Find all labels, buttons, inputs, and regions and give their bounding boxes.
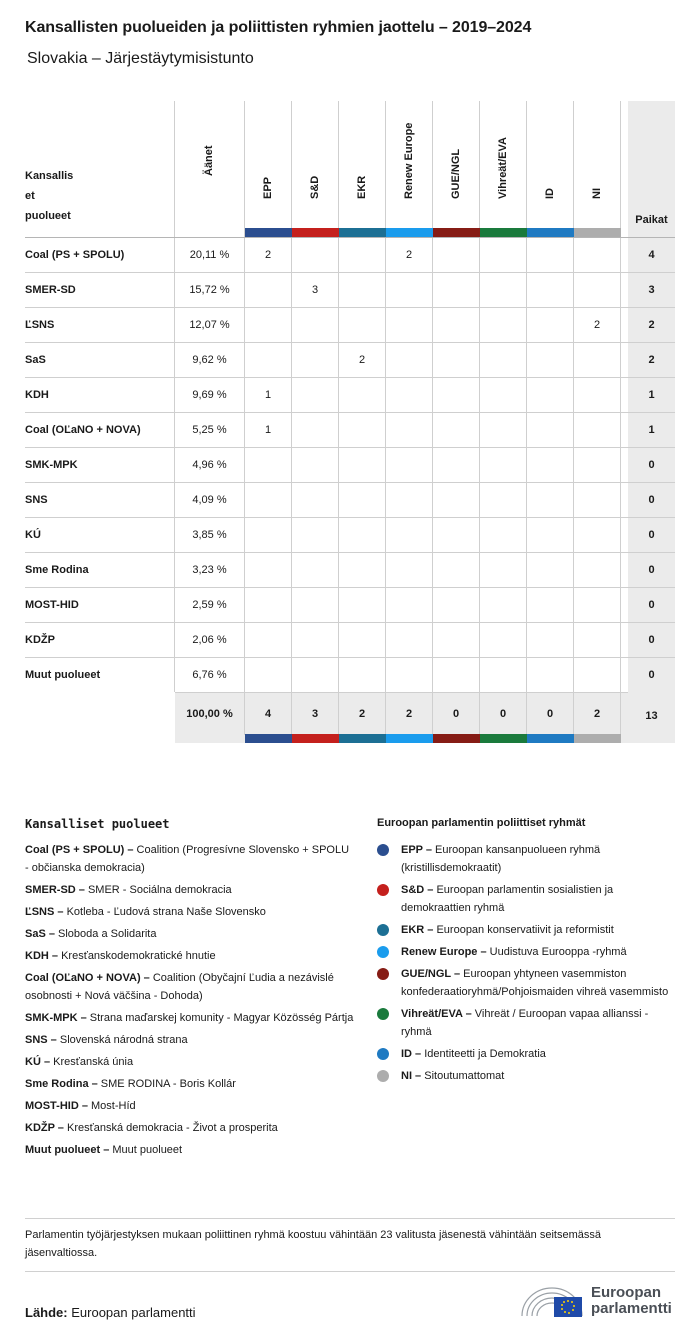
party-legend-desc: SME RODINA - Boris Kollár [97, 1078, 236, 1090]
group-seat-cell [480, 658, 527, 692]
group-color-bar [480, 228, 527, 237]
group-header-label: Vihreät/EVA [497, 137, 509, 199]
group-legend-abbr: Vihreät/EVA – [401, 1008, 472, 1020]
group-color-bar [480, 734, 527, 743]
group-color-bar [245, 734, 292, 743]
party-legend-abbr: KDŽP – [25, 1122, 64, 1134]
party-legend-item [25, 1141, 355, 1159]
group-seat-cell [245, 273, 292, 307]
group-seat-cell [527, 308, 574, 342]
party-seats: 2 [648, 354, 655, 366]
party-legend-item [25, 947, 355, 965]
group-seat-cell [292, 448, 339, 482]
party-legend-desc: Kotleba - Ľudová strana Naše Slovensko [63, 906, 266, 918]
table-row [25, 517, 675, 552]
group-seat-cell [245, 658, 292, 692]
group-dot-icon [377, 1070, 389, 1082]
group-seat-cell [292, 308, 339, 342]
group-header-5 [480, 101, 527, 237]
group-seat-cell [339, 483, 386, 517]
table-row [25, 587, 675, 622]
group-legend-abbr: EKR – [401, 924, 434, 936]
vote-share: 6,76 % [175, 658, 245, 692]
party-seats: 4 [648, 249, 655, 261]
group-seat-cell [433, 238, 480, 272]
group-seat-cell [292, 553, 339, 587]
party-legend-abbr: SMER-SD – [25, 884, 85, 896]
group-seat-cell: 1 [245, 378, 292, 412]
group-seat-cell [292, 413, 339, 447]
group-seat-cell [480, 588, 527, 622]
group-header-label: GUE/NGL [450, 148, 462, 199]
total-seats: 13 [645, 710, 658, 722]
votes-header-cell [175, 101, 245, 237]
group-seat-cell [574, 378, 621, 412]
group-legend-abbr: GUE/NGL – [401, 968, 461, 980]
table-row [25, 482, 675, 517]
table-row [25, 342, 675, 377]
party-legend-item [25, 1119, 355, 1137]
group-legend-abbr: Renew Europe – [401, 946, 487, 958]
total-group-seats: 3 [292, 693, 339, 735]
european-parliament-logo [518, 1282, 678, 1322]
group-seat-cell [245, 308, 292, 342]
total-group-seats: 0 [480, 693, 527, 735]
group-legend-item [377, 965, 677, 1001]
party-legend-item [25, 841, 355, 877]
party-seats: 0 [648, 599, 655, 611]
group-seat-cell [292, 623, 339, 657]
group-seat-cell [574, 343, 621, 377]
group-legend-abbr: EPP – [401, 844, 432, 856]
group-seat-cell [339, 553, 386, 587]
group-seat-cell [527, 343, 574, 377]
group-legend-desc: Euroopan parlamentin sosialistien ja demokraattien ryhmä [401, 884, 614, 914]
votes-header-label: Äänet [203, 145, 215, 176]
party-legend-desc: Kresťanská demokracia - Život a prosperita [63, 1122, 278, 1134]
group-seat-cell [480, 553, 527, 587]
party-seats: 2 [648, 319, 655, 331]
group-legend-desc: Identiteetti ja Demokratia [421, 1048, 546, 1060]
party-name: ĽSNS [25, 308, 175, 342]
group-seat-cell [527, 413, 574, 447]
table-row [25, 552, 675, 587]
table-row [25, 412, 675, 447]
group-header-3 [386, 101, 433, 237]
party-legend-item [25, 1053, 355, 1071]
group-header-label: ID [544, 188, 556, 199]
vote-share: 9,62 % [175, 343, 245, 377]
group-legend-desc: Vihreät / Euroopan vapaa allianssi - ryhmä [401, 1008, 649, 1038]
party-legend-abbr: SNS – [25, 1034, 57, 1046]
vote-share: 5,25 % [175, 413, 245, 447]
group-seat-cell [292, 378, 339, 412]
vote-share: 15,72 % [175, 273, 245, 307]
group-seat-cell: 2 [339, 343, 386, 377]
group-color-bar [386, 228, 433, 237]
party-name: Muut puolueet [25, 658, 175, 692]
group-legend-desc: Sitoutumattomat [421, 1070, 505, 1082]
group-seat-cell [245, 483, 292, 517]
group-seat-cell [339, 658, 386, 692]
group-seat-cell [574, 448, 621, 482]
group-seat-cell [339, 378, 386, 412]
group-seat-cell [433, 553, 480, 587]
party-legend [25, 817, 355, 1163]
party-name: KDŽP [25, 623, 175, 657]
party-seats: 0 [648, 494, 655, 506]
group-seat-cell [574, 238, 621, 272]
group-seat-cell: 3 [292, 273, 339, 307]
group-seat-cell [433, 448, 480, 482]
group-legend-abbr: ID – [401, 1048, 422, 1060]
group-seat-cell [433, 413, 480, 447]
group-seat-cell [527, 448, 574, 482]
group-seat-cell [433, 588, 480, 622]
group-seat-cell [527, 623, 574, 657]
group-seat-cell [574, 588, 621, 622]
party-legend-item [25, 881, 355, 899]
group-seat-cell [245, 553, 292, 587]
group-seat-cell [386, 518, 433, 552]
group-header-6 [527, 101, 574, 237]
group-dot-icon [377, 924, 389, 936]
vote-share: 20,11 % [175, 238, 245, 272]
group-seat-cell [245, 448, 292, 482]
group-seat-cell [480, 343, 527, 377]
group-header-1 [292, 101, 339, 237]
group-seat-cell [292, 588, 339, 622]
group-color-bar [574, 228, 621, 237]
group-color-bar [433, 228, 480, 237]
party-seats: 0 [648, 529, 655, 541]
group-seat-cell [480, 518, 527, 552]
group-dot-icon [377, 1048, 389, 1060]
party-seats: 0 [648, 564, 655, 576]
group-seat-cell [292, 343, 339, 377]
group-seat-cell [292, 518, 339, 552]
table-header [25, 101, 675, 237]
party-legend-abbr: SMK-MPK – [25, 1012, 87, 1024]
party-name: Coal (PS + SPOLU) [25, 238, 175, 272]
total-row [175, 692, 628, 743]
group-legend [377, 817, 677, 1089]
group-header-0 [245, 101, 292, 237]
group-legend-item [377, 1045, 677, 1063]
vote-share: 12,07 % [175, 308, 245, 342]
party-legend-abbr: Coal (PS + SPOLU) – [25, 844, 134, 856]
group-legend-item [377, 881, 677, 917]
group-seat-cell [433, 623, 480, 657]
table-row [25, 377, 675, 412]
group-color-bar [433, 734, 480, 743]
group-legend-item [377, 841, 677, 877]
table-row [25, 657, 675, 692]
table-row [25, 622, 675, 657]
group-seat-cell [386, 553, 433, 587]
party-legend-abbr: KDH – [25, 950, 59, 962]
group-seat-cell [574, 518, 621, 552]
party-legend-abbr: ĽSNS – [25, 906, 64, 918]
group-seat-cell [386, 413, 433, 447]
party-name: SaS [25, 343, 175, 377]
group-legend-desc: Euroopan kansanpuolueen ryhmä (kristillisdemokraatit) [401, 844, 601, 874]
group-color-bar [386, 734, 433, 743]
group-legend-desc: Uudistuva Eurooppa -ryhmä [486, 946, 627, 958]
group-header-label: EPP [262, 176, 274, 199]
group-seat-cell [386, 588, 433, 622]
group-seat-cell [433, 308, 480, 342]
party-legend-abbr: MOST-HID – [25, 1100, 88, 1112]
group-legend-abbr: S&D – [401, 884, 434, 896]
group-seat-cell [339, 273, 386, 307]
seats-header-label: Paikat [635, 214, 668, 226]
group-seat-cell [245, 518, 292, 552]
group-seat-cell [574, 413, 621, 447]
group-seat-cell [292, 238, 339, 272]
group-seat-cell [386, 378, 433, 412]
group-seat-cell [527, 553, 574, 587]
group-color-bar [292, 734, 339, 743]
party-legend-item [25, 925, 355, 943]
group-header-label: NI [591, 188, 603, 199]
party-header-label: Kansallis et puolueet [25, 170, 74, 222]
party-legend-desc: Sloboda a Solidarita [54, 928, 157, 940]
table-row [25, 272, 675, 307]
group-seat-cell [292, 658, 339, 692]
group-seat-cell [480, 448, 527, 482]
party-name: Coal (OĽaNO + NOVA) [25, 413, 175, 447]
group-legend-desc: Euroopan yhtyneen vasemmiston konfederaatioryhmä/Pohjoismaiden vihreä vasemmisto [401, 968, 669, 998]
party-legend-desc: Strana maďarskej komunity - Magyar Közösség Pártja [86, 1012, 354, 1024]
party-name: KDH [25, 378, 175, 412]
source-line [25, 1305, 196, 1320]
party-name: SNS [25, 483, 175, 517]
page-title: Kansallisten puolueiden ja poliittisten ryhmien jaottelu – 2019–2024 [25, 19, 532, 36]
party-legend-abbr: KÚ – [25, 1056, 51, 1068]
party-legend-desc: SMER - Sociálna demokracia [84, 884, 232, 896]
group-seat-cell [433, 518, 480, 552]
source-value: Euroopan parlamentti [67, 1305, 196, 1320]
party-legend-heading: Kansalliset puolueet [25, 817, 170, 831]
group-seat-cell [527, 483, 574, 517]
group-seat-cell [245, 623, 292, 657]
table-body [25, 237, 675, 692]
group-seat-cell [527, 588, 574, 622]
divider [25, 1271, 675, 1272]
vote-share: 4,96 % [175, 448, 245, 482]
group-seat-cell [386, 308, 433, 342]
party-name: SMER-SD [25, 273, 175, 307]
group-seat-cell [339, 518, 386, 552]
group-seat-cell [480, 378, 527, 412]
group-seat-cell [339, 308, 386, 342]
group-seat-cell [527, 238, 574, 272]
logo-wordmark: Euroopan parlamentti [591, 1284, 672, 1317]
group-seat-cell [433, 483, 480, 517]
party-legend-item [25, 1031, 355, 1049]
total-group-seats: 0 [527, 693, 574, 735]
group-seat-cell [433, 343, 480, 377]
group-seat-cell: 2 [386, 238, 433, 272]
group-legend-item [377, 921, 677, 939]
party-legend-desc: Kresťanskodemokratické hnutie [58, 950, 216, 962]
party-legend-desc: Slovenská národná strana [56, 1034, 188, 1046]
group-seat-cell [433, 378, 480, 412]
group-seat-cell: 1 [245, 413, 292, 447]
group-seat-cell [433, 658, 480, 692]
group-seat-cell [386, 483, 433, 517]
party-legend-item [25, 1097, 355, 1115]
group-legend-abbr: NI – [401, 1070, 422, 1082]
group-color-bar [292, 228, 339, 237]
party-legend-item [25, 1009, 355, 1027]
group-seat-cell: 2 [245, 238, 292, 272]
group-seat-cell [386, 623, 433, 657]
group-header-2 [339, 101, 386, 237]
parliament-hemicycle-icon [518, 1282, 586, 1322]
group-seat-cell [386, 658, 433, 692]
group-seat-cell [480, 308, 527, 342]
vote-share: 3,85 % [175, 518, 245, 552]
group-legend-item [377, 1005, 677, 1041]
party-legend-abbr: Sme Rodina – [25, 1078, 98, 1090]
group-seat-cell [245, 588, 292, 622]
group-header-label: Renew Europe [403, 122, 415, 199]
total-group-seats: 2 [574, 693, 621, 735]
group-seat-cell [480, 623, 527, 657]
total-group-seats: 2 [386, 693, 433, 735]
group-seat-cell [480, 483, 527, 517]
group-seat-cell [339, 623, 386, 657]
group-dot-icon [377, 884, 389, 896]
party-legend-desc: Kresťanská únia [50, 1056, 134, 1068]
party-legend-desc: Most-Híd [87, 1100, 136, 1112]
table-row [25, 447, 675, 482]
group-seat-cell [480, 273, 527, 307]
party-seats: 1 [648, 424, 655, 436]
group-header-7 [574, 101, 621, 237]
group-color-bar [527, 734, 574, 743]
table-row [25, 237, 675, 272]
group-seat-cell [386, 448, 433, 482]
group-seat-cell [339, 238, 386, 272]
group-seat-cell [574, 553, 621, 587]
party-name: MOST-HID [25, 588, 175, 622]
page-subtitle: Slovakia – Järjestäytymisistunto [27, 50, 254, 67]
source-label: Lähde: [25, 1305, 68, 1320]
group-seat-cell [527, 273, 574, 307]
group-seat-cell [527, 378, 574, 412]
group-seat-cell [386, 273, 433, 307]
party-header-cell [25, 101, 175, 237]
group-seat-cell [527, 518, 574, 552]
party-name: Sme Rodina [25, 553, 175, 587]
group-color-bar [339, 734, 386, 743]
group-dot-icon [377, 1008, 389, 1020]
group-seat-cell [339, 413, 386, 447]
group-seat-cell [574, 658, 621, 692]
group-color-bar [245, 228, 292, 237]
vote-share: 2,59 % [175, 588, 245, 622]
vote-share: 4,09 % [175, 483, 245, 517]
group-seat-cell [339, 588, 386, 622]
group-color-bar [574, 734, 621, 743]
party-name: SMK-MPK [25, 448, 175, 482]
group-seat-cell [245, 343, 292, 377]
total-group-seats: 2 [339, 693, 386, 735]
group-header-label: EKR [356, 175, 368, 199]
group-seat-cell [574, 273, 621, 307]
group-seat-cell [386, 343, 433, 377]
party-legend-item [25, 969, 355, 1005]
party-seats: 0 [648, 459, 655, 471]
group-seat-cell [292, 483, 339, 517]
group-header-4 [433, 101, 480, 237]
group-seat-cell [574, 483, 621, 517]
group-seat-cell [527, 658, 574, 692]
vote-share: 2,06 % [175, 623, 245, 657]
group-legend-heading: Euroopan parlamentin poliittiset ryhmät [377, 817, 586, 829]
table-row [25, 307, 675, 342]
party-seats: 3 [648, 284, 655, 296]
party-seats: 0 [648, 669, 655, 681]
divider [25, 1218, 675, 1219]
group-seat-cell: 2 [574, 308, 621, 342]
party-seats: 0 [648, 634, 655, 646]
group-dot-icon [377, 844, 389, 856]
group-color-bar [339, 228, 386, 237]
group-seat-cell [339, 448, 386, 482]
group-seat-cell [480, 413, 527, 447]
party-legend-abbr: Muut puolueet – [25, 1144, 110, 1156]
total-share: 100,00 % [175, 693, 245, 735]
party-legend-desc: Coalition (Obyčajní Ľudia a nezávislé osobnosti + Nová väčšina - Dohoda) [25, 972, 334, 1002]
group-seat-cell [433, 273, 480, 307]
group-dot-icon [377, 968, 389, 980]
group-color-bar [527, 228, 574, 237]
party-legend-item [25, 903, 355, 921]
vote-share: 3,23 % [175, 553, 245, 587]
party-legend-abbr: Coal (OĽaNO + NOVA) – [25, 972, 150, 984]
group-legend-item [377, 943, 677, 961]
group-header-label: S&D [309, 175, 321, 199]
party-legend-abbr: SaS – [25, 928, 55, 940]
vote-share: 9,69 % [175, 378, 245, 412]
total-group-seats: 4 [245, 693, 292, 735]
party-legend-item [25, 1075, 355, 1093]
party-legend-desc: Coalition (Progresívne Slovensko + SPOLU - občianska demokracia) [25, 844, 350, 874]
group-legend-item [377, 1067, 677, 1085]
footnote: Parlamentin työjärjestyksen mukaan poliittinen ryhmä koostuu vähintään 23 valitusta jäsenestä vähintään seitsemässä jäsenvaltiossa. [25, 1229, 601, 1259]
group-legend-desc: Euroopan konservatiivit ja reformistit [433, 924, 614, 936]
group-seat-cell [480, 238, 527, 272]
party-name: KÚ [25, 518, 175, 552]
party-legend-desc: Muut puolueet [109, 1144, 183, 1156]
total-group-seats: 0 [433, 693, 480, 735]
party-seats: 1 [648, 389, 655, 401]
group-dot-icon [377, 946, 389, 958]
group-seat-cell [574, 623, 621, 657]
